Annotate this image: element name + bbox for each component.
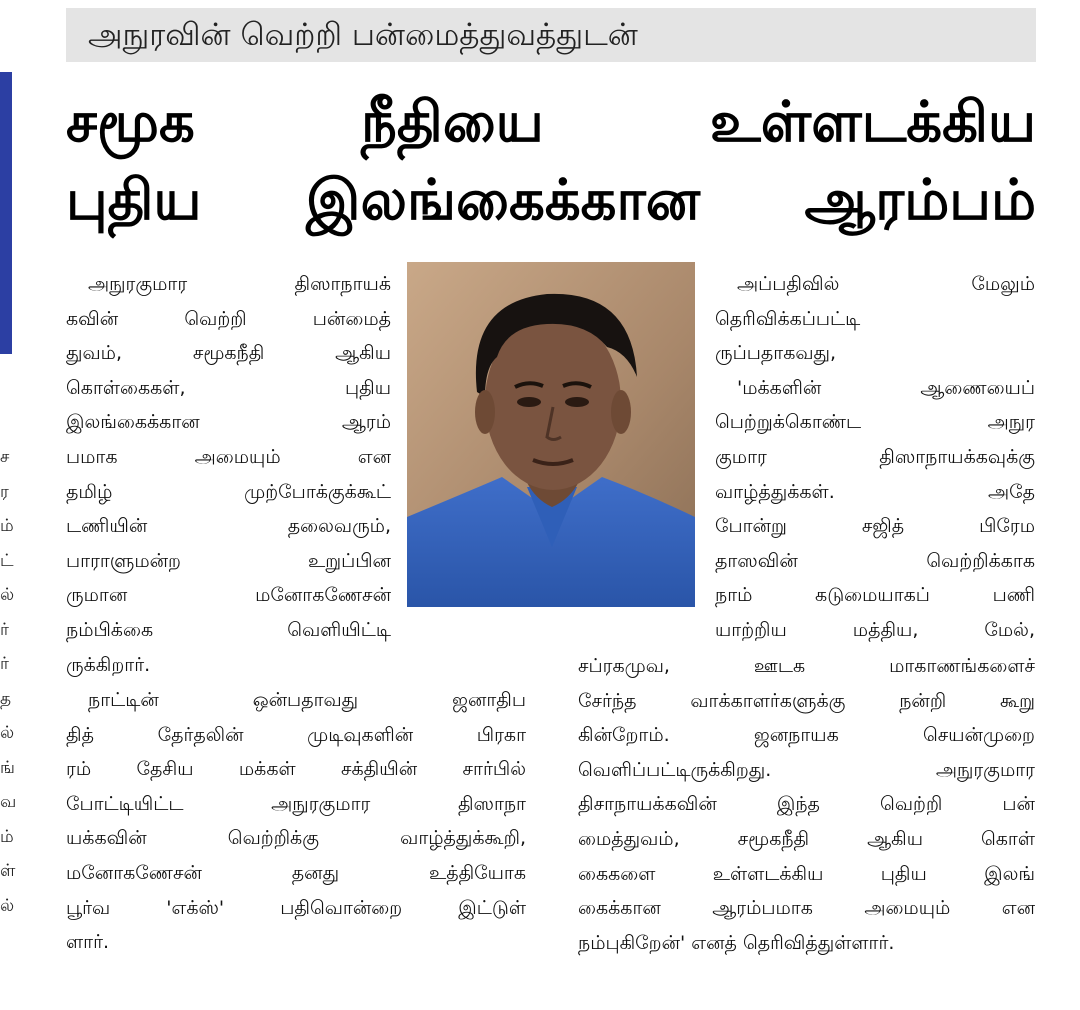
headline-word: நீதியை [360,90,544,155]
text-line: கொள்கைகள், புதிய [66,376,391,399]
fragment-char: ல் [0,585,15,605]
fragment-char: ர் [0,619,9,640]
text-line: ரம் தேசிய மக்கள் சக்தியின் சார்பில் [66,758,526,781]
text-line: துவம், சமூகநீதி ஆகிய [66,342,391,365]
text-line: வாழ்த்துக்கள். அதே [715,480,1035,503]
fragment-char: ல் [0,723,15,743]
text-line: கவின் வெற்றி பன்மைத் [66,307,391,330]
text-line: தாஸவின் வெற்றிக்காக [715,549,1035,572]
headline-word: புதிய [66,168,202,233]
fragment-char: வ [0,792,17,812]
text-line: பமாக அமையும் என [66,445,391,468]
fragment-char: ள் [0,861,16,881]
headline-word: சமூக [66,90,195,155]
text-line: ருப்பதாகவது, [715,342,837,365]
text-line: கின்றோம். ஜனநாயக செயன்முறை [578,724,1035,747]
portrait-photo [407,262,695,607]
text-line: கைக்கான ஆரம்பமாக அமையும் என [578,897,1035,920]
text-line: குமார திஸாநாயக்கவுக்கு [715,445,1035,468]
text-line: பெற்றுக்கொண்ட அநுர [715,411,1035,434]
text-line: நாட்டின் ஒன்பதாவது ஜனாதிப [88,689,526,711]
text-line: மனோகணேசன் தனது உத்தியோக [66,861,526,884]
headline-word: உள்ளடக்கிய [709,90,1036,155]
article-column-1-wide [66,683,526,960]
headline-line-1 [66,82,1036,164]
adjacent-column-fragment [0,440,22,923]
fragment-char: த [0,688,12,709]
text-line: அநுரகுமார திஸாநாயக் [88,273,391,295]
text-line: நாம் கடுமையாகப் பணி [715,584,1035,607]
article-column-2-wide [578,649,1035,960]
text-line: ருமான மனோகணேசன் [66,584,391,607]
article-column-1 [66,267,391,682]
headline-line-2 [66,160,1036,242]
text-line: யக்கவின் வெற்றிக்கு வாழ்த்துக்கூறி, [66,827,526,850]
kicker-headline: அநுரவின் வெற்றி பன்மைத்துவத்துடன் [66,8,1036,62]
text-line: டணியின் தலைவரும், [66,515,391,538]
text-line: தமிழ் முற்போக்குக்கூட் [66,480,391,503]
fragment-char: ர் [0,654,9,674]
text-line: ளார். [66,931,110,954]
text-line: அப்பதிவில் மேலும் [737,273,1035,295]
fragment-char: ங் [0,757,15,778]
text-line: பாராளுமன்ற உறுப்பின [66,549,391,572]
fragment-char: ச [0,447,10,467]
text-line: வெளிப்பட்டிருக்கிறது. அநுரகுமார [578,758,1035,781]
text-line: 'மக்களின் ஆணையைப் [737,376,1035,399]
text-line: தெரிவிக்கப்பட்டி [715,307,861,330]
fragment-char: ல் [0,895,15,916]
article-column-2 [715,267,1035,648]
fragment-char: ம் [0,516,14,536]
text-line: ருக்கிறார். [66,653,151,676]
text-line: பூர்வ 'எக்ஸ்' பதிவொன்றை இட்டுள் [66,896,526,919]
text-line: போன்று சஜித் பிரேம [715,515,1035,538]
text-line: நம்பிக்கை வெளியிட்டி [66,618,391,641]
text-line: நம்புகிறேன்' எனத் தெரிவித்துள்ளார். [578,931,895,954]
text-line: மைத்துவம், சமூகநீதி ஆகிய கொள் [578,827,1035,850]
fragment-char: ம் [0,826,14,847]
text-line: சப்ரகமுவ, ஊடக மாகாணங்களைச் [578,655,1035,677]
text-line: திசாநாயக்கவின் இந்த வெற்றி பன் [578,793,1035,816]
fragment-char: ட் [0,550,14,571]
headline-word: ஆரம்பம் [804,168,1036,233]
text-line: தித் தேர்தலின் முடிவுகளின் பிரகா [66,723,526,746]
text-line: சேர்ந்த வாக்காளர்களுக்கு நன்றி கூறு [578,689,1035,712]
headline-word: இலங்கைக்கான [306,168,701,233]
fragment-char: ர [0,481,9,502]
text-line: யாற்றிய மத்திய, மேல், [715,618,1035,641]
text-line: போட்டியிட்ட அநுரகுமார திஸாநா [66,792,526,815]
text-line: கைகளை உள்ளடக்கிய புதிய இலங் [578,862,1035,885]
text-line: இலங்கைக்கான ஆரம் [66,411,391,434]
previous-page-edge-bar [0,72,12,354]
